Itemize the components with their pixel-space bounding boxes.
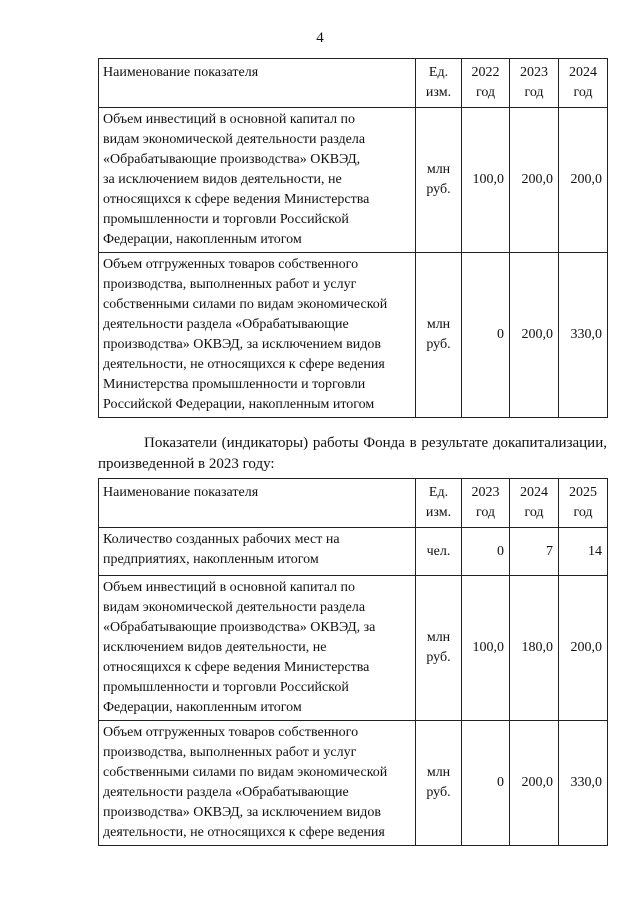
value-cell: 7 (510, 528, 559, 576)
indicator-name-line: производства, выполненных работ и услуг (103, 277, 357, 292)
indicator-name-line: видам экономической деятельности раздела (103, 132, 366, 147)
table-row (99, 108, 608, 253)
indicator-name-line: за исключением видов деятельности, не (103, 172, 342, 187)
unit-cell (416, 721, 462, 846)
header-year-cell (510, 479, 559, 528)
unit-label: млн (426, 162, 451, 177)
table-header-row (99, 479, 608, 528)
indicator-name-line: деятельности раздела «Обрабатывающие (103, 317, 349, 332)
header-year-label: 2024 (569, 65, 597, 80)
indicator-name-line: Федерации, накопленным итогом (103, 700, 302, 715)
value-cell: 0 (462, 253, 510, 418)
unit-cell (416, 576, 462, 721)
header-name-label: Наименование показателя (103, 485, 259, 500)
value-cell: 200,0 (559, 108, 608, 253)
unit-label: руб. (426, 182, 451, 197)
header-year-cell (510, 59, 559, 108)
indicator-name-line: относящихся к сфере ведения Министерства (103, 192, 370, 207)
unit-label: млн (426, 765, 451, 780)
header-unit-label: Ед. (428, 485, 449, 500)
unit-cell (416, 108, 462, 253)
intro-paragraph (98, 433, 607, 475)
indicator-name-cell (99, 576, 416, 721)
indicator-name-line: Объем отгруженных товаров собственного (103, 257, 359, 272)
value-cell: 200,0 (510, 108, 559, 253)
indicator-name-line: производства» ОКВЭД, за исключением видов (103, 337, 381, 352)
indicator-name-cell (99, 528, 416, 576)
indicator-name-line: промышленности и торговли Российской (103, 680, 349, 695)
header-year-label: год (475, 85, 496, 100)
indicator-name-line: деятельности раздела «Обрабатывающие (103, 785, 349, 800)
header-unit-label: изм. (425, 85, 452, 100)
indicator-name-line: Объем инвестиций в основной капитал по (103, 580, 356, 595)
indicator-name-line: относящихся к сфере ведения Министерства (103, 660, 370, 675)
intro-line-1: Показатели (индикаторы) работы Фонда в результате докапитализации, (144, 435, 607, 451)
table-header-row (99, 59, 608, 108)
table-row (99, 253, 608, 418)
table-row (99, 528, 608, 576)
header-year-label: 2023 (471, 485, 500, 500)
value-cell: 330,0 (559, 721, 608, 846)
value-cell: 100,0 (462, 108, 510, 253)
header-name-cell (99, 479, 416, 528)
indicator-name-line: производства» ОКВЭД, за исключением видов (103, 805, 381, 820)
unit-label: руб. (426, 785, 451, 800)
unit-cell (416, 253, 462, 418)
indicator-name-line: «Обрабатывающие производства» ОКВЭД, за (103, 620, 376, 635)
indicator-name-line: собственными силами по видам экономической (103, 297, 388, 312)
unit-label: млн (426, 317, 451, 332)
header-year-label: год (524, 505, 544, 520)
indicator-name-line: исключением видов деятельности, не (103, 640, 327, 655)
intro-line-2: произведенной в 2023 году: (98, 456, 275, 472)
table2-body (99, 479, 608, 846)
header-unit-cell (416, 59, 462, 108)
header-year-cell (559, 59, 608, 108)
indicator-name-line: Федерации, накопленным итогом (103, 232, 302, 247)
table1-body (99, 59, 608, 418)
header-unit-label: Ед. (428, 65, 449, 80)
header-year-label: 2022 (471, 65, 500, 80)
unit-label: чел. (426, 543, 451, 559)
header-year-cell (462, 59, 510, 108)
header-year-cell (462, 479, 510, 528)
indicator-name-line: промышленности и торговли Российской (103, 212, 349, 227)
indicators-table-1 (98, 58, 608, 418)
indicator-name-line: производства, выполненных работ и услуг (103, 745, 357, 760)
header-year-label: год (475, 505, 496, 520)
indicator-name-line: собственными силами по видам экономической (103, 765, 388, 780)
indicator-name-line: деятельности, не относящихся к сфере ведения (103, 825, 385, 840)
indicator-name-line: деятельности, не относящихся к сфере ведения (103, 357, 385, 372)
indicator-name-line: Министерства промышленности и торговли (103, 377, 366, 392)
header-year-label: год (573, 505, 593, 520)
header-year-label: 2025 (569, 485, 597, 500)
unit-cell (416, 528, 462, 576)
unit-label: руб. (426, 650, 451, 665)
indicator-name-line: Российской Федерации, накопленным итогом (103, 397, 375, 412)
header-name-label: Наименование показателя (103, 65, 259, 80)
header-year-label: год (573, 85, 593, 100)
indicator-name-line: видам экономической деятельности раздела (103, 600, 366, 615)
indicator-name-line: Объем инвестиций в основной капитал по (103, 112, 356, 127)
header-year-label: год (524, 85, 544, 100)
header-year-cell (559, 479, 608, 528)
indicator-name-line: предприятиях, накопленным итогом (103, 552, 319, 567)
value-cell: 14 (559, 528, 608, 576)
table-row (99, 576, 608, 721)
table-row (99, 721, 608, 846)
indicator-name-cell (99, 721, 416, 846)
header-year-label: 2023 (520, 65, 548, 80)
value-cell: 0 (462, 528, 510, 576)
value-cell: 100,0 (462, 576, 510, 721)
value-cell: 200,0 (510, 721, 559, 846)
value-cell: 200,0 (559, 576, 608, 721)
header-year-label: 2024 (520, 485, 548, 500)
unit-label: млн (426, 630, 451, 645)
value-cell: 0 (462, 721, 510, 846)
value-cell: 180,0 (510, 576, 559, 721)
unit-label: руб. (426, 337, 451, 352)
indicators-table-2 (98, 478, 608, 846)
header-name-cell (99, 59, 416, 108)
value-cell: 200,0 (510, 253, 559, 418)
indicator-name-line: «Обрабатывающие производства» ОКВЭД, (103, 152, 361, 167)
indicator-name-cell (99, 253, 416, 418)
value-cell: 330,0 (559, 253, 608, 418)
header-unit-label: изм. (425, 505, 452, 520)
indicator-name-line: Количество созданных рабочих мест на (103, 532, 340, 547)
page-number: 4 (316, 30, 324, 46)
indicator-name-line: Объем отгруженных товаров собственного (103, 725, 359, 740)
indicator-name-cell (99, 108, 416, 253)
header-unit-cell (416, 479, 462, 528)
